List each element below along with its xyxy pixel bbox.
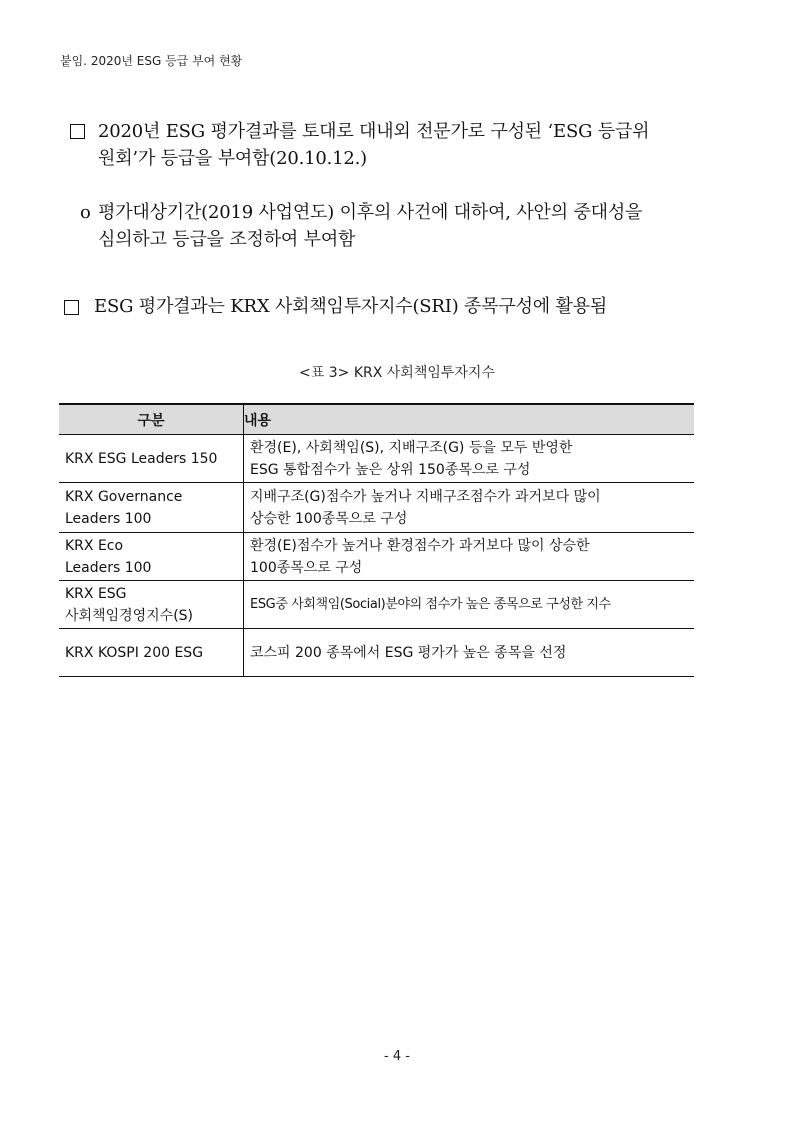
- index-description-cell: [244, 435, 695, 483]
- index-name-line2: Leaders 100: [65, 510, 152, 527]
- index-name-cell: [59, 435, 244, 483]
- index-description-cell: [244, 629, 695, 677]
- index-description-cell: [244, 533, 695, 581]
- index-name-line1: KRX Eco: [65, 537, 124, 554]
- table-row: [59, 435, 694, 483]
- description-line2: 100종목으로 구성: [250, 559, 363, 576]
- index-name-line2: 사회책임경영지수(S): [65, 607, 194, 624]
- index-name-line1: KRX KOSPI 200 ESG: [65, 644, 204, 661]
- index-name-line1: KRX ESG: [65, 585, 127, 602]
- column-header-content: 내용: [244, 404, 695, 435]
- description-line1: 코스피 200 종목에서 ESG 평가가 높은 종목을 선정: [250, 644, 567, 661]
- description-line1: 환경(E), 사회책임(S), 지배구조(G) 등을 모두 반영한: [250, 439, 573, 456]
- index-name-line2: Leaders 100: [65, 559, 152, 576]
- section1-paragraph: [98, 118, 748, 172]
- checkbox-square-icon: [70, 124, 85, 139]
- table-row: [59, 483, 694, 533]
- index-description-cell: [244, 483, 695, 533]
- page-header: 붙임. 2020년 ESG 등급 부여 현황: [60, 54, 243, 68]
- index-name-line1: KRX ESG Leaders 150: [65, 450, 218, 467]
- sri-index-table: [59, 403, 694, 677]
- description-line2: 상승한 100종목으로 구성: [250, 510, 408, 527]
- table-header-row: [59, 404, 694, 435]
- table-row: [59, 533, 694, 581]
- section2-paragraph: [94, 293, 754, 320]
- column-header-category: 구분: [59, 404, 244, 435]
- table-row: [59, 581, 694, 629]
- index-description-cell: [244, 581, 695, 629]
- index-name-cell: [59, 533, 244, 581]
- subpoint-marker: o: [80, 202, 91, 223]
- description-line2: ESG 통합점수가 높은 상위 150종목으로 구성: [250, 461, 531, 478]
- description-line1: ESG중 사회책임(Social)분야의 점수가 높은 종목으로 구성한 지수: [250, 596, 611, 612]
- subpoint-paragraph: [98, 199, 748, 253]
- section2-line1: ESG 평가결과는 KRX 사회책임투자지수(SRI) 종목구성에 활용됨: [94, 296, 608, 317]
- section1-line2: 원회’가 등급을 부여함(20.10.12.): [98, 148, 367, 169]
- description-line1: 지배구조(G)점수가 높거나 지배구조점수가 과거보다 많이: [250, 488, 601, 505]
- index-name-line1: KRX Governance: [65, 488, 183, 505]
- index-name-cell: [59, 483, 244, 533]
- subpoint-line2: 심의하고 등급을 조정하여 부여함: [98, 229, 356, 250]
- index-name-cell: [59, 581, 244, 629]
- index-name-cell: [59, 629, 244, 677]
- subpoint-line1: 평가대상기간(2019 사업연도) 이후의 사건에 대하여, 사안의 중대성을: [98, 202, 643, 223]
- section1-line1: 2020년 ESG 평가결과를 토대로 대내외 전문가로 구성된 ‘ESG 등급위: [98, 121, 650, 142]
- page-number: - 4 -: [384, 1049, 410, 1064]
- checkbox-square-icon: [64, 300, 79, 315]
- description-line1: 환경(E)점수가 높거나 환경점수가 과거보다 많이 상승한: [250, 537, 590, 554]
- table-row: [59, 629, 694, 677]
- table-caption: <표 3> KRX 사회책임투자지수: [299, 365, 495, 381]
